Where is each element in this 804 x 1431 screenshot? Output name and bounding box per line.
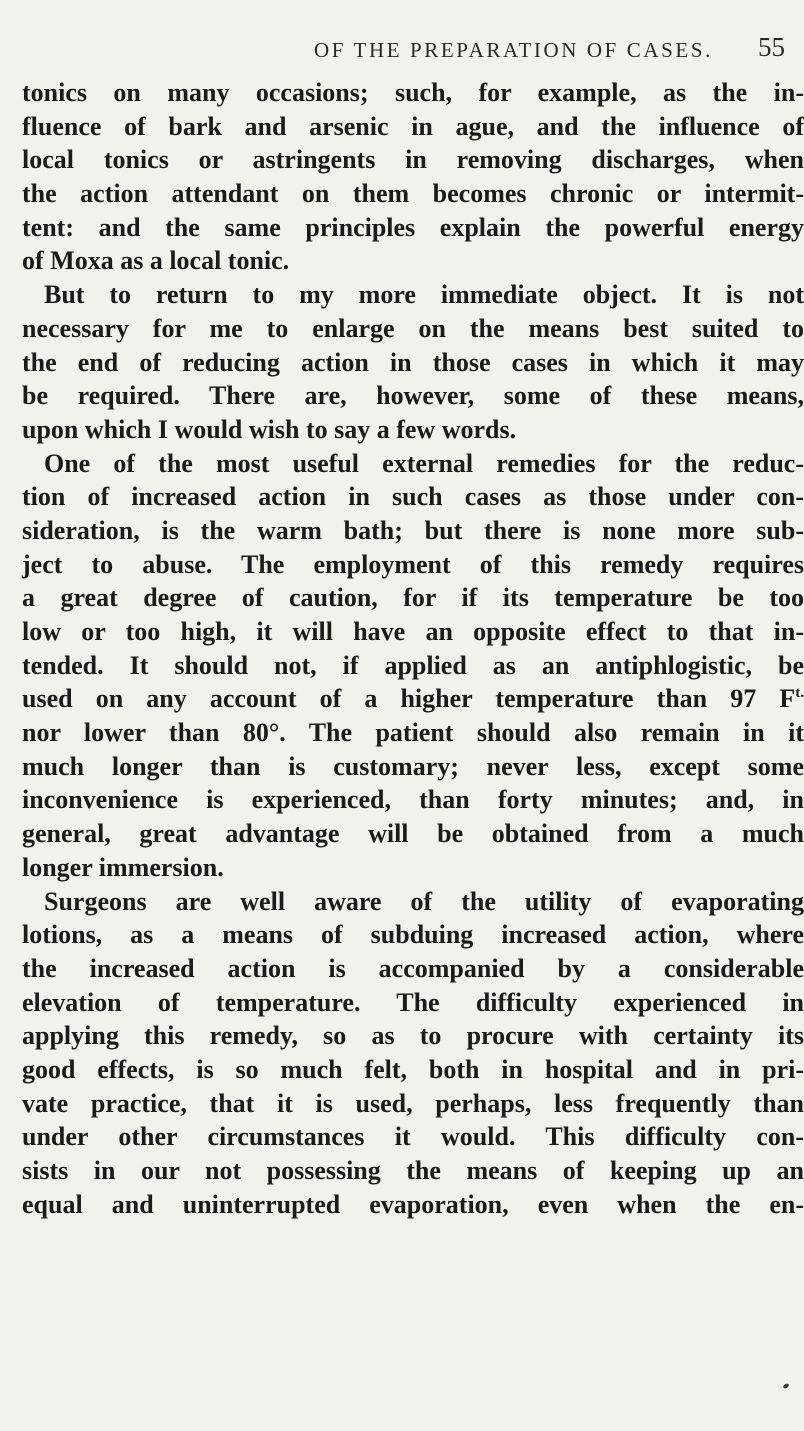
text-line: the action attendant on them becomes chronic or intermit- — [22, 179, 804, 209]
text-line: of Moxa as a local tonic. — [22, 246, 290, 276]
text-line: fluence of bark and arsenic in ague, and the influence of — [22, 111, 804, 141]
text-line: general, great advantage will be obtained from a much — [22, 819, 804, 849]
text-line: But to return to my more immediate object. It is not — [44, 280, 804, 310]
text-line: nor lower than 80°. The patient should also remain in it — [22, 718, 804, 748]
paragraph-1 — [22, 76, 804, 278]
ink-speck — [782, 1383, 789, 1390]
text-line-main: used on any account of a higher temperature than 97 F — [22, 684, 796, 714]
text-line: the increased action is accompanied by a considerable — [22, 953, 804, 983]
text-line: elevation of temperature. The difficulty experienced in — [22, 987, 804, 1017]
paragraph-3 — [22, 447, 804, 885]
text-line: tent: and the same principles explain the powerful energy — [22, 212, 804, 242]
text-line: inconvenience is experienced, than forty minutes; and, in — [22, 785, 804, 815]
paragraph-4 — [22, 885, 804, 1222]
text-line: applying this remedy, so as to procure with certainty its — [22, 1021, 804, 1051]
page-number: 55 — [758, 32, 785, 62]
text-line: sideration, is the warm bath; but there is none more sub- — [22, 515, 804, 545]
text-line: Surgeons are well aware of the utility of evaporating — [44, 886, 804, 916]
text-line: tended. It should not, if applied as an antiphlogistic, be — [22, 650, 804, 680]
text-line-with-superscript — [22, 682, 804, 716]
text-line: local tonics or astringents in removing discharges, when — [22, 145, 804, 175]
text-line: low or too high, it will have an opposite effect to that in- — [22, 617, 804, 646]
text-line: be required. There are, however, some of these means, — [22, 381, 804, 411]
text-line: vate practice, that it is used, perhaps, less frequently than — [22, 1088, 804, 1118]
text-line: much longer than is customary; never less, except some — [22, 751, 804, 781]
body-text — [22, 76, 804, 1221]
text-line: lotions, as a means of subduing increased action, where — [22, 920, 804, 950]
text-line: sists in our not possessing the means of keeping up an — [22, 1156, 804, 1185]
text-line: ject to abuse. The employment of this remedy requires — [22, 549, 804, 579]
text-line: One of the most useful external remedies for the reduc- — [44, 448, 804, 478]
text-line: a great degree of caution, for if its temperature be too — [22, 583, 804, 613]
text-line: good effects, is so much felt, both in hospital and in pri- — [22, 1054, 804, 1084]
running-head: OF THE PREPARATION OF CASES. — [314, 38, 713, 62]
text-line: the end of reducing action in those cases in which it may — [22, 347, 804, 377]
superscript-abbrev: t. — [795, 685, 804, 702]
text-line: tion of increased action in such cases as those under con- — [22, 482, 804, 512]
text-line: under other circumstances it would. This difficulty con- — [22, 1122, 804, 1152]
text-line: longer immersion. — [22, 852, 224, 882]
text-line: equal and uninterrupted evaporation, even when the en- — [22, 1189, 804, 1219]
paragraph-2 — [22, 278, 804, 446]
text-line: necessary for me to enlarge on the means best suited to — [22, 313, 804, 343]
text-line: tonics on many occasions; such, for example, as the in- — [22, 78, 804, 107]
text-line: upon which I would wish to say a few words. — [22, 414, 517, 444]
